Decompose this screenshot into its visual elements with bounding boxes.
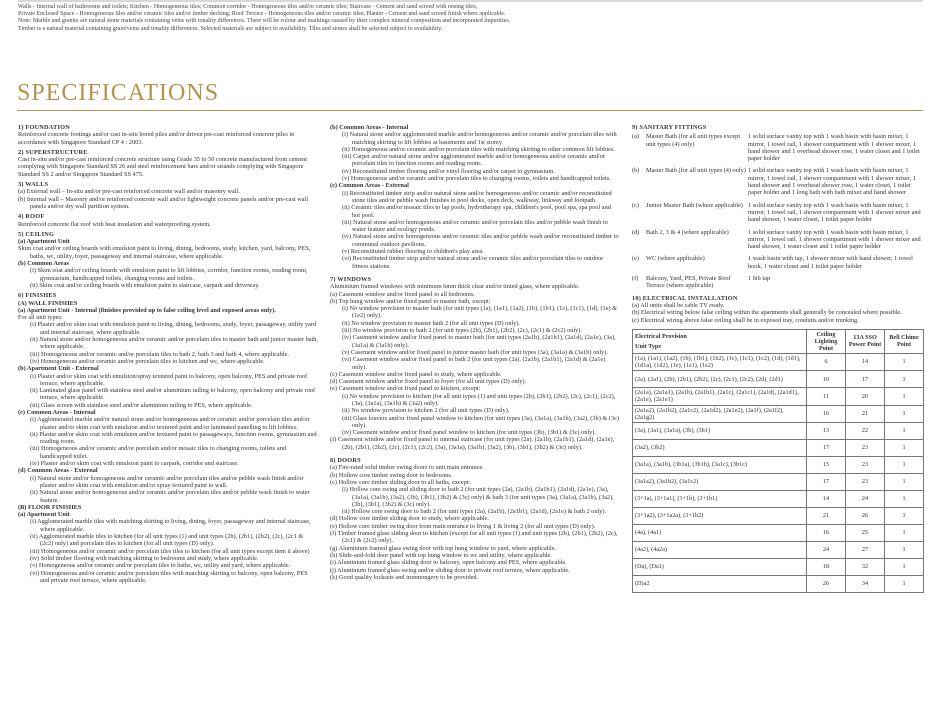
section-floor-common-internal <box>330 124 620 270</box>
unit-type-cell: (3+1a2), (3+1a2a), (3+1b2) <box>633 508 807 525</box>
row-label: (f) <box>632 275 639 283</box>
list-item: (i) Skim coat and/or ceiling boards with emulsion paint to lift lobbies, corridor, function rooms, reading room, gymnasium, handicapped toilets, changing rooms and toilets. <box>30 267 308 282</box>
list-item: (iv) Casement window and/or fixed panel to master bath (for unit types (2a1b), (2a1b1), (2a1d), (2a1e), (3a), (3a1a) & (3a1b) only). <box>342 334 616 349</box>
list-item: (ii) Homogeneous and/or ceramic and/or porcelain tiles with matching skirting to other common lift lobbies. <box>342 145 615 153</box>
row-desc: 1 solid surface vanity top with 1 wash basin with basin mixer, 1 mirror, 1 towel rail, 1 shower compartment with 1 shower mixer, 1 hand shower and 1 overhead shower rose, 1 water closet and 1 toilet paper holder <box>748 133 920 163</box>
light-count-cell: 10 <box>807 371 846 388</box>
section-ceiling <box>18 231 318 289</box>
light-count-cell: 24 <box>807 542 846 559</box>
list-item: (v) Reconstituted rubber flooring to children's play area. <box>342 248 484 256</box>
unit-type-cell: (3a1a), (3a1b), (3b1a), (3b1b), (3a1c), (3b1c) <box>633 457 807 474</box>
light-count-cell: 14 <box>807 491 846 508</box>
light-count-cell: 26 <box>807 576 846 593</box>
list-item: (c) Casement window and/or fixed panel to study, where applicable. <box>330 370 502 378</box>
power-count-cell: 20 <box>846 388 885 405</box>
list-item: (v) Homogeneous and/or ceramic and/or porcelain tiles to baths, wc, utility and yard, where applicable. <box>30 562 291 570</box>
power-count-cell: 23 <box>846 474 885 491</box>
list-item: (i) No window provision to master bath (for unit types (1a), (1a1), (1a2), (1b), (1b1), (1c), (1c1), (1d), (1e) & (1e2) only). <box>342 305 618 320</box>
list-item: (iii) Glass louvers and/or fixed panel window to kitchen (for unit types (3a), (3a1a), (3a1b), (3a2), (3b) & (3c) only). <box>342 414 619 429</box>
row-desc: 1 solid surface vanity top with 1 wash basin with basin mixer, 1 mirror, 1 towel rail, 1 shower compartment with 1 shower mixer and hand shower, 1 water closet and 1 toilet paper holder <box>748 228 921 251</box>
note-line: Timber is a natural material containing grain/veins and tonality differences. Selected materials are subject to availability. Tiles and stones shall be selected subject to availability. <box>18 25 443 32</box>
list-item: (iv) Natural stone and/or homogeneous and/or ceramic tiles and/or pebble wash and/or reconstituted timber to communal outdoor pavilions. <box>342 233 619 248</box>
power-count-cell: 24 <box>846 491 885 508</box>
section-heading: 7) WINDOWS <box>330 275 372 283</box>
table-row <box>633 423 924 440</box>
section-heading: 10) ELECTRICAL INSTALLATION <box>632 294 738 302</box>
list-item: (ii) Ceramic tiles and/or mosaic tiles to lap pools, hydrotherapy spa, children's pool, pool spa, spa pool and hot pool. <box>342 204 611 219</box>
light-count-cell: 13 <box>807 423 846 440</box>
row-label: (a) <box>632 133 639 141</box>
list-item: (ii) Laminated glass panel with stainless steel and/or aluminium railing to balcony, open balcony and private roof terrace, where applicable. <box>30 387 316 402</box>
list-item: (iii) Homogeneous and/or ceramic and/or porcelain tiles to bath 2, bath 3 and bath 4, where applicable. <box>30 350 289 358</box>
list-item: (iii) No window provision to bath 2 (for unit types (2b), (2b1), (2b2), (2c), (2c1) & (2c2) only). <box>342 327 582 335</box>
row-room: Bath 2, 3 & 4 (where applicable) <box>646 228 729 236</box>
light-count-cell: 16 <box>807 525 846 542</box>
list-item: (a) Fire-rated solid timber swing doors to unit main entrance. <box>330 464 484 472</box>
title-rule <box>17 110 923 111</box>
note-line: Private Enclosed Space - Homogeneous tiles and/or ceramic tiles and/or timber decking; Roof Terrace - Homogeneous tiles and/or ceramic tiles; Planter - Cement and sand screed finish where applicable. <box>18 11 506 18</box>
column-2 <box>330 124 620 584</box>
section-sanitary <box>632 124 924 290</box>
bell-count-cell: 1 <box>885 353 924 370</box>
light-count-cell: 17 <box>807 440 846 457</box>
list-item: (iv) Solid timber flooring with matching skirting to bedrooms and study, where applicable. <box>30 554 259 562</box>
list-item: (i) Agglomerated marble tiles with matching skirting to living, dining, foyer, passageway and internal staircase, where applicable. <box>30 518 311 533</box>
subheading: (a) Apartment Unit <box>18 511 70 519</box>
table-row <box>633 457 924 474</box>
sanitary-row <box>632 167 924 196</box>
bell-count-cell: 1 <box>885 457 924 474</box>
light-count-cell: 11 <box>807 388 846 405</box>
table-row <box>633 440 924 457</box>
list-item: (f) Casement window and/or fixed panel to internal staircase (for unit types (2a), (2a1b), (2a1b1), (2a1d), (2a1e), (2b), (2b1), (2b2), (2c), (2c1), (2c2), (3a), (3a1a), (3a1b), (3a2), (3b), (3b1), (3b2) & (3c) only). <box>330 436 615 451</box>
light-count-cell: 17 <box>807 474 846 491</box>
section-text: Reinforced concrete flat roof with heat insulation and waterproofing system. <box>18 220 211 228</box>
row-label: (b) <box>632 167 640 175</box>
list-item: (iii) Carpet and/or natural stone and/or agglomerated marble and/or homogeneous and/or ceramic and/or porcelain tiles to function rooms and reading room. <box>342 153 605 168</box>
column-header <box>633 329 807 353</box>
subheading: (B) FLOOR FINISHES <box>18 503 82 511</box>
table-row <box>633 371 924 388</box>
table-header-row <box>633 329 924 353</box>
row-room: WC (where applicable) <box>646 255 705 263</box>
section-heading: 8) DOORS <box>330 457 361 465</box>
bell-count-cell: 1 <box>885 474 924 491</box>
list-item: (iv) Casement window and/or fixed panel window to kitchen (for unit types (3b), (3b1) & (3c) only). <box>342 429 596 437</box>
subheading: (a) Apartment Unit <box>18 238 70 246</box>
list-item: (i) Natural stone and/or agglomerated marble and/or homogeneous and/or ceramic and/or porcelain tiles with matching skirting to lift lobbies at basements and 1st storey. <box>342 131 617 146</box>
power-count-cell: 21 <box>846 405 885 422</box>
list-item: (g) Aluminium framed glass swing door with top hung window to yard, where applicable. <box>330 544 557 552</box>
sanitary-row <box>632 202 924 224</box>
note-line: Note: Marble and granite are natural stone materials containing veins with tonality differences. There will be colour and markings caused by their complex mineral composition and incorporated impurities. <box>18 18 511 25</box>
list-item: (vi) Casement window and/or fixed panel to bath 2 (for unit types (2a), (2a1b), (2a1b1), (2a1d) & (2a1e) only). <box>342 356 606 371</box>
sanitary-row <box>632 229 924 251</box>
unit-type-cell: (4a2), (4a2a) <box>633 542 807 559</box>
column-3 <box>632 124 924 596</box>
bell-count-cell: 1 <box>885 542 924 559</box>
unit-type-cell: (3+1a), (3+1a1), (3+1b), (3+1b1) <box>633 491 807 508</box>
bell-count-cell: 1 <box>885 559 924 576</box>
subheading: (c) Common Areas - Internal <box>18 408 96 416</box>
light-count-cell: 16 <box>807 405 846 422</box>
table-row <box>633 508 924 525</box>
power-count-cell: 23 <box>846 457 885 474</box>
unit-type-cell: (2a), (2a1), (2b), (2b1), (2b2), (2c), (2c1), (2c2), (2d), (2d1) <box>633 371 807 388</box>
row-room: Master Bath (for all unit types except unit types (4) only) <box>646 133 741 148</box>
column-header: Bell Chime Point <box>885 329 924 353</box>
row-desc: 1 bib tap <box>748 275 771 283</box>
unit-type-cell: (3a2), (3b2) <box>633 440 807 457</box>
row-room: Junior Master Bath (where applicable) <box>646 201 743 209</box>
power-count-cell: 22 <box>846 423 885 440</box>
list-item: (v) Homogeneous and/or ceramic and/or porcelain tiles to changing rooms, toilets and handicapped toilets. <box>342 175 611 183</box>
list-item: (a) Casement window and/or fixed panel to all bedrooms. <box>330 290 475 298</box>
column-1 <box>18 124 318 587</box>
column-header: Ceiling Lighting Point <box>807 329 846 353</box>
row-desc: 1 solid surface vanity top with 1 wash basin with basin mixer, 1 mirror, 1 towel rail, 1 shower compartment with 1 shower mixer, 1 hand shower and 1 overhead shower rose, 1 water closet, 1 toilet paper holder and 1 long bath with bath mixer and hand shower <box>748 167 917 197</box>
power-count-cell: 32 <box>846 559 885 576</box>
list-item: (b) Hollow core timber swing door to bedrooms. <box>330 471 453 479</box>
list-item: (ii) Agglomerated marble tiles to kitchen (for all unit types (1) and unit types (2b), (2b1), (2b2), (2c), (2c1 & (2c2) only) and porcelain tiles to kitchen (for all unit types (D) only). <box>30 533 304 548</box>
page-title: SPECIFICATIONS <box>17 80 220 106</box>
unit-type-cell: (1a), (1a1), (1a2), (1b), (1b1), (1b2), (1c), (1c1), (1c2), (1d), (1d1), (1d1a), (1d2), (1e), (1e1), (1e2) <box>633 353 807 370</box>
list-item: (iii) Natural stone and/or homogeneous and/or ceramic and/or porcelain tiles and/or pebble wash finish to water feature and ecology ponds. <box>342 218 608 234</box>
subheading: (b) Common Areas - Internal <box>330 124 409 131</box>
power-count-cell: 14 <box>846 353 885 370</box>
section-finishes <box>18 292 318 584</box>
list-item: (ii) Natural stone and/or homogeneous and/or ceramic and/or porcelain tiles to master bath and junior master bath, where applicable. <box>30 336 318 351</box>
list-item: (i) No window provision to kitchen (for all unit types (1) and unit types (2b), (2b1), (2b2), (2c), (2c1), (2c2), (3a), (3a1a), (3a1b) & (3a2) only). <box>342 392 616 407</box>
list-item: (ii) No window provision to kitchen 2 (for all unit types (D) only). <box>342 407 510 415</box>
table-row <box>633 559 924 576</box>
list-item: (iv) Homogeneous and/or ceramic and/or porcelain tiles to kitchen and wc, where applicable. <box>30 357 265 365</box>
section-foundation <box>18 124 318 146</box>
list-item: (j) Aluminium framed glass swing and/or sliding door to private roof terrace, where applicable. <box>330 566 570 574</box>
bell-count-cell: 1 <box>885 371 924 388</box>
list-item: (i) Reconstituted timber strip and/or natural stone and/or homogeneous and/or ceramic and/or reconstituted stone tiles and/or pebble wash finishes to pool decks, open deck, walkway, linkway and footpath. <box>342 189 612 204</box>
table-row <box>633 576 924 593</box>
sanitary-row <box>632 133 924 162</box>
subheading: (d) Common Areas - External <box>18 467 98 475</box>
list-item: (iv) Reconstituted timber flooring and/or vinyl flooring and/or carpet to gymnasium. <box>342 167 555 175</box>
section-roof <box>18 213 318 228</box>
list-item: For all unit types: <box>18 314 63 322</box>
table-row <box>633 525 924 542</box>
list-item: (a) All units shall be cable TV ready. <box>632 301 725 309</box>
list-item: (i) Natural stone and/or homogeneous and/or ceramic and/or porcelain tiles and/or pebble wash finish and/or plaster and/or skim coat with emulsion and/or spray textured paint to wall. <box>30 474 304 489</box>
list-item: (ii) Hollow core swing door to bath 2 (for unit types (2a), (2a1b), (2a1b1), (2a1d), (2a1e) & bath 2 only). <box>342 508 607 516</box>
bell-count-cell: 1 <box>885 423 924 440</box>
light-count-cell: 15 <box>807 457 846 474</box>
list-item: (v) Casement window and/or fixed panel to junior master bath (for unit types (3a), (3a1a) & (3a1b) only). <box>342 348 608 356</box>
row-room: Balcony, Yard, PES, Private Roof Terrace (where applicable) <box>646 275 731 290</box>
power-count-cell: 34 <box>846 576 885 593</box>
row-label: (d) <box>632 228 640 236</box>
light-count-cell: 21 <box>807 508 846 525</box>
list-item: (k) Good quality locksets and ironmongery to be provided. <box>330 573 479 581</box>
bell-count-cell: 1 <box>885 508 924 525</box>
section-heading: 9) SANITARY FITTINGS <box>632 124 707 131</box>
subheading: (b) Common Areas <box>18 260 69 268</box>
list-item: (ii) Plaster and/or skim coat with emulsion and/or textured paint to passageways, function rooms, gymnasium and reading room. <box>30 430 317 446</box>
unit-type-cell: (4a), (4a1) <box>633 525 807 542</box>
unit-type-cell: (D)a2 <box>633 576 807 593</box>
section-heading: 2) SUPERSTRUCTURE <box>18 148 88 156</box>
list-item: (h) Slide-and-fold door panel with top hung window to wc and utility, where applicable. <box>330 551 552 559</box>
header-label: Electrical Provision <box>635 332 687 340</box>
row-desc: 1 solid surface vanity top with 1 wash basin with basin mixer, 1 mirror, 1 towel rail, 1 shower compartment with 1 shower mixer and hand shower, 1 water closet, 1 toilet paper holder <box>748 201 921 224</box>
top-divider <box>18 0 923 2</box>
power-count-cell: 23 <box>846 440 885 457</box>
bell-count-cell: 1 <box>885 440 924 457</box>
list-item: (b) Internal wall – Masonry and/or reinforced concrete wall and/or lightweight concrete panels and/or pre-cast wall panels and/or dry wall partition system. <box>18 195 309 210</box>
list-item: (d) Hollow core timber sliding door to study, where applicable. <box>330 515 489 523</box>
subheading: (a) Apartment Unit - Internal (finishes provided up to false ceiling level and exposed areas only). <box>18 306 276 314</box>
list-item: (i) Agglomerated marble and/or natural stone and/or homogeneous and/or ceramic and/or porcelain tiles and/or plaster and/or skim coat with emulsion and/or textured paint and/or laminated panelling to lift lobbies. <box>30 416 310 431</box>
bell-count-cell: 1 <box>885 576 924 593</box>
section-text: Cast in-situ and/or pre-cast reinforced concrete structure using Grade 35 to 50 concrete manufactured from cement complying with Singapore Standard SS 26 and steel reinforcement bars and/or strands complying with Singapore Standard SS 2 and/or Singapore Standard SS 475. <box>18 156 308 178</box>
table-body <box>633 353 924 592</box>
section-heading: 6) FINISHES <box>18 292 57 300</box>
section-text: Aluminium framed windows with minimum 6mm thick clear and/or tinted glass, where applicable. <box>330 283 580 291</box>
subheading: (b) Apartment Unit - External <box>18 365 99 373</box>
note-line: Walls - Internal wall of bathrooms and toilets; Kitchen - Homogeneous tiles; Common corridor - Homogeneous tiles and/or ceramic tiles; Staircase - Cement and sand screed with nosing tiles; <box>18 4 478 10</box>
list-item: (vi) Reconstituted timber strip and/or natural stone and/or ceramic tiles and/or porcelain tiles to outdoor fitness stations. <box>342 255 604 270</box>
header-sublabel: Unit Type <box>635 342 662 350</box>
power-count-cell: 26 <box>846 508 885 525</box>
light-count-cell: 6 <box>807 353 846 370</box>
list-item: (i) Aluminium framed glass sliding door to balcony, open balcony and PES, where applicable. <box>330 559 567 567</box>
list-item: (i) Hollow core swing and sliding door to bath 2 (for unit types (2a), (2a1b), (2a1b1), (2a1d), (2a1e), (3a), (3a1a), (3a1b), (3a2), (3b), (3b1), (3b2) & (3c) only) & bath 3 (for unit types (3a), (3a1a), (3a1b), (3a2), (3b), (3b1), (3b2) & (3c) only). <box>342 486 614 508</box>
row-label: (c) <box>632 201 639 209</box>
bell-count-cell: 1 <box>885 525 924 542</box>
table-row <box>633 542 924 559</box>
continued-notes <box>18 4 923 33</box>
list-item: (f) Timber framed glass sliding door to kitchen (except for all unit types (1) and unit types (2b), (2b1), (2b2), (2c), (2c1) & (2c2) only). <box>330 530 618 545</box>
section-heading: 1) FOUNDATION <box>18 124 70 131</box>
section-heading: 3) WALLS <box>18 181 49 189</box>
unit-type-cell: (3a), (3a1), (3a1a), (3b), (3b1) <box>633 423 807 440</box>
section-text: Reinforced concrete footings and/or cast in-situ bored piles and/or driven pre-cast reinforced concrete piles in accordance with Singapore Standard CP 4 : 2003. <box>18 131 295 146</box>
list-item: (vi) Homogeneous and/or ceramic and/or porcelain tiles with matching skirting to balcony, open balcony, PES and private roof terrace, where applicable. <box>30 569 308 584</box>
list-item: (e) Casement window and/or fixed panel to kitchen, except: <box>330 385 481 393</box>
sanitary-row <box>632 255 924 270</box>
list-item: (i) Plaster and/or skim coat with emulsion/spray textured paint to balcony, open balcony, PES and private roof terrace, where applicable. <box>30 372 308 387</box>
power-count-cell: 27 <box>846 542 885 559</box>
list-item: Skim coat and/or ceiling boards with emulsion paint to living, dining, bedrooms, study, kitchen, yard, balcony, PES, baths, wc, utility, foyer, passageway and internal staircase, where applicable. <box>18 245 311 260</box>
electrical-table <box>632 329 924 593</box>
bell-count-cell: 1 <box>885 405 924 422</box>
list-item: (ii) Natural stone and/or homogeneous and/or ceramic and/or porcelain tiles and/or pebble wash finish to water feature. <box>30 489 310 504</box>
list-item: (iii) Homogeneous and/or ceramic and/or porcelain and/or mosaic tiles to changing rooms, toilets and handicapped toilet. <box>30 445 287 460</box>
section-windows <box>330 276 620 451</box>
table-row <box>633 353 924 370</box>
sanitary-row <box>632 275 924 290</box>
section-heading: 5) CEILING <box>18 230 55 238</box>
list-item: (ii) No window provision to master bath 2 (for all unit types (D) only). <box>342 319 521 327</box>
section-walls <box>18 181 318 210</box>
section-doors <box>330 457 620 581</box>
bell-count-cell: 1 <box>885 388 924 405</box>
subheading: (A) WALL FINISHES <box>18 299 78 307</box>
unit-type-cell: (2a1a2), (2a1b2), (2a1c2), (2a1d2), (2a1e2), (2a1f), (2a1f2), (2a1g2) <box>633 405 807 422</box>
table-row <box>633 491 924 508</box>
table-row <box>633 405 924 422</box>
list-item: (iii) Glass screen with stainless steel and/or aluminium railing to PES, where applicable. <box>30 401 253 409</box>
list-item: (iv) Plaster and/or skim coat with emulsion paint to carpark, corridor and staircase. <box>30 460 239 468</box>
list-item: (e) Hollow core timber swing door from main entrance to living 1 & living 2 (for all unit types (D) only). <box>330 522 596 530</box>
row-label: (e) <box>632 255 639 263</box>
list-item: (b) Top hung window and/or fixed panel to master bath, except: <box>330 297 491 305</box>
row-room: Master Bath (for all unit types (4) only) <box>646 167 746 175</box>
list-item: (i) Plaster and/or skim coat with emulsion paint to living, dining, bedrooms, study, foyer, passageway, utility yard and internal staircase, where applicable. <box>30 321 317 336</box>
list-item: (ii) Skim coat and/or ceiling boards with emulsion paint to staircase, carpark and driveway. <box>30 281 260 289</box>
subheading: (c) Common Areas - External <box>330 182 409 190</box>
list-item: (iii) Homogeneous and/or ceramic and/or porcelain tiles tiles to kitchen (for all unit types except item ii above) <box>30 547 310 555</box>
power-count-cell: 25 <box>846 525 885 542</box>
table-row <box>633 474 924 491</box>
table-row <box>633 388 924 405</box>
list-item: (c) Electrical wiring above false ceiling shall be in exposed tray, conduits and/or trunking. <box>632 316 859 324</box>
light-count-cell: 18 <box>807 559 846 576</box>
section-electrical <box>632 295 924 593</box>
unit-type-cell: (3a1a2), (3a1b2), (3a1c2) <box>633 474 807 491</box>
bell-count-cell: 1 <box>885 491 924 508</box>
row-desc: 1 wash basin with tap, 1 shower mixer with hand shower, 1 towel hook, 1 water closet and 1 toilet paper holder <box>748 255 913 270</box>
unit-type-cell: (Da), (Da1) <box>633 559 807 576</box>
list-item: (a) External wall – In-situ and/or pre-cast reinforced concrete wall and/or masonry wall. <box>18 188 240 196</box>
power-count-cell: 17 <box>846 371 885 388</box>
section-superstructure <box>18 149 318 178</box>
column-header: 13A SSO Power Point <box>846 329 885 353</box>
list-item: (b) Electrical wiring below false ceiling within the apartments shall generally be concealed where possible. <box>632 309 902 317</box>
section-heading: 4) ROOF <box>18 213 45 221</box>
unit-type-cell: (2a1a), (2a1a1), (2a1b), (2a1b1), (2a1c), (2a1c1), (2a1d), (2a1d1), (2a1e), (2a1e1) <box>633 388 807 405</box>
list-item: (d) Casement window and/or fixed panel to foyer (for all unit types (D) only). <box>330 378 527 386</box>
list-item: (c) Hollow core timber sliding door to all baths, except: <box>330 478 471 486</box>
